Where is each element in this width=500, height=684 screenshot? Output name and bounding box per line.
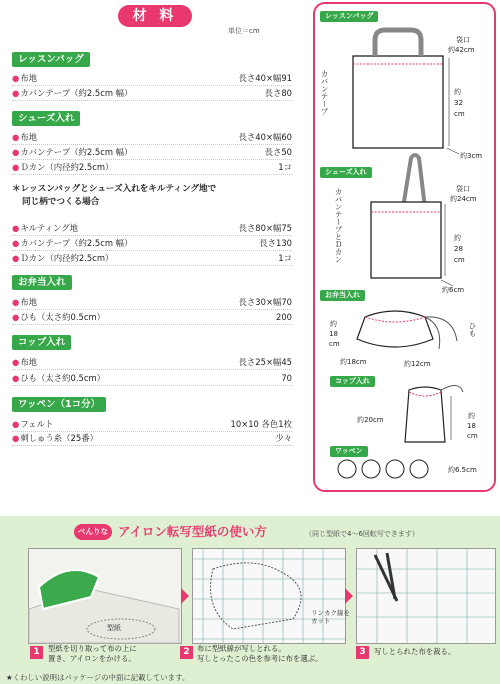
dim-bento-v3: cm <box>329 340 340 348</box>
dim-lesson-gusset: 約3cm <box>460 152 483 160</box>
item-value: 70 <box>281 373 292 383</box>
arrow-right-icon <box>345 588 353 604</box>
section-title-bento-bag: お弁当入れ <box>12 275 72 290</box>
list-item: ●Ｄカン（内径約2.5cm） 1コ <box>12 161 292 175</box>
dim-lesson-width: 約42cm <box>448 46 475 54</box>
list-item: ●刺しゅう糸（25番） 少々 <box>12 432 292 446</box>
item-name: Ｄカン（内径約2.5cm） <box>20 162 114 172</box>
step-text <box>374 647 455 657</box>
step-number: 2 <box>180 646 193 659</box>
list-item: ●布地 長さ30×幅70 <box>12 296 292 310</box>
item-name: カバンテープ（約2.5cm 幅） <box>20 147 133 157</box>
dim-bento-v1: 約 <box>330 320 337 328</box>
dim-cup-v1: 約 <box>468 412 475 420</box>
item-name: 布地 <box>20 297 38 307</box>
step-line: 写しとったこの色を参考に布を選ぶ。 <box>197 654 323 663</box>
item-value: 長さ80 <box>264 88 292 98</box>
dim-patch-size: 約6.5cm <box>448 466 477 474</box>
item-name: 布地 <box>20 132 38 142</box>
dim-shoes-h1: 約 <box>454 234 461 242</box>
usage-subtitle: （同じ型紙で4～6回転写できます） <box>305 530 419 538</box>
item-value: 長さ50 <box>264 147 292 157</box>
item-value: 長さ40×幅91 <box>238 73 292 83</box>
dim-cup-v2: 18 <box>467 422 476 430</box>
item-value: 少々 <box>275 433 292 443</box>
section-title-lesson-bag: レッスンバッグ <box>12 52 90 67</box>
item-value: 10×10 各色1枚 <box>230 419 292 429</box>
diagram-label-shoes-bag: シューズ入れ <box>320 167 372 178</box>
dim-cup-v3: cm <box>467 432 478 440</box>
dim-bento-depth: 約12cm <box>404 360 431 368</box>
dim-bento-width: 約18cm <box>340 358 367 366</box>
section-title-patch: ワッペン（1コ分） <box>12 397 106 412</box>
diagram-label-bento-bag: お弁当入れ <box>320 290 365 301</box>
footnote: ★くわしい説明はパッケージの中面に記載しています。 <box>6 673 190 682</box>
note-line-1: ＊レッスンバッグとシューズ入れをキルティング地で <box>12 184 217 194</box>
dim-bento-v2: 18 <box>329 330 338 338</box>
section-title-shoes-bag: シューズ入れ <box>12 111 80 126</box>
list-item: ●キルティング地 長さ80×幅75 <box>12 222 292 236</box>
dim-shoes-width: 約24cm <box>450 195 477 203</box>
list-item: ●Ｄカン（内径約2.5cm） 1コ <box>12 252 292 266</box>
page-title: 材 料 <box>118 5 192 27</box>
item-name: キルティング地 <box>20 223 79 233</box>
item-name: 布地 <box>20 357 38 367</box>
pattern-label: 型紙 <box>107 624 121 632</box>
item-value: 長さ25×幅45 <box>238 357 292 367</box>
list-item: ●フェルト 10×10 各色1枚 <box>12 418 292 432</box>
list-item: ●カバンテープ（約2.5cm 幅） 長さ50 <box>12 146 292 160</box>
step-photo-2 <box>192 548 346 644</box>
dim-lesson-mouth: 袋口 <box>456 36 470 44</box>
scissors-cut-illustration <box>357 549 495 643</box>
item-value: 長さ80×幅75 <box>238 223 292 233</box>
arrow-right-icon <box>181 588 189 604</box>
dim-lesson-h3: cm <box>454 110 465 118</box>
iron-illustration <box>29 549 181 643</box>
list-item: ●カバンテープ（約2.5cm 幅） 長さ130 <box>12 237 292 251</box>
list-item: ●布地 長さ25×幅45 <box>12 356 292 370</box>
step-photo-3 <box>311 548 496 644</box>
step-line: 型紙を切り取って布の上に <box>48 644 137 653</box>
section-title-cup-bag: コップ入れ <box>12 335 71 350</box>
item-name: 刺しゅう糸（25番） <box>20 433 98 443</box>
step-number: 3 <box>356 646 369 659</box>
item-value: 1コ <box>278 253 292 263</box>
dim-shoes-gusset: 約6cm <box>442 286 465 294</box>
item-name: フェルト <box>20 419 54 429</box>
usage-title: アイロン転写型紙の使い方 <box>118 524 267 539</box>
diagram-label-cup-bag: コップ入れ <box>330 376 375 387</box>
dim-shoes-h2: 28 <box>454 245 463 253</box>
step-line: 布に型紙線が写しとれる。 <box>197 644 286 653</box>
item-value: 200 <box>276 312 292 322</box>
item-value: 1コ <box>278 162 292 172</box>
item-name: ひも（太さ約0.5cm） <box>20 373 106 383</box>
dim-shoes-mouth: 袋口 <box>456 185 470 193</box>
item-value: 長さ130 <box>259 238 292 248</box>
item-name: カバンテープ（約2.5cm 幅） <box>20 88 133 98</box>
fabric-plaid-illustration <box>193 549 345 643</box>
step-line: 置き、アイロンをかける。 <box>48 654 136 663</box>
step-text <box>197 644 323 664</box>
unit-note: 単位＝cm <box>228 27 260 35</box>
item-name: 布地 <box>20 73 38 83</box>
outline-cut-label: リンカク線をカット <box>311 609 350 625</box>
list-item: ●ひも（太さ約0.5cm） 200 <box>12 311 292 325</box>
label-shoes-tape: カバンテープとＤカン <box>334 188 343 263</box>
list-item: ●カバンテープ（約2.5cm 幅） 長さ80 <box>12 87 292 101</box>
list-item: ●布地 長さ40×幅60 <box>12 131 292 145</box>
step-line: 写しとられた布を裁る。 <box>374 647 456 656</box>
diagram-label-lesson-bag: レッスンバッグ <box>320 11 378 22</box>
list-item: ●布地 長さ40×幅91 <box>12 72 292 86</box>
note-line-2: 同じ柄でつくる場合 <box>22 197 100 207</box>
dim-cup-width: 約20cm <box>357 416 384 424</box>
item-value: 長さ30×幅70 <box>238 297 292 307</box>
item-name: Ｄカン（内径約2.5cm） <box>20 253 114 263</box>
step-number: 1 <box>30 646 43 659</box>
diagram-label-patch: ワッペン <box>330 446 368 457</box>
label-lesson-tape: カバンテープ <box>320 70 329 115</box>
handy-badge: べんりな <box>74 524 112 540</box>
label-bento-himo: ひも <box>468 322 477 337</box>
item-name: カバンテープ（約2.5cm 幅） <box>20 238 133 248</box>
step-text <box>48 644 137 664</box>
dim-lesson-h2: 32 <box>454 99 463 107</box>
dim-lesson-h1: 約 <box>454 88 461 96</box>
dim-shoes-h3: cm <box>454 256 465 264</box>
step-photo-1 <box>28 548 182 644</box>
list-item: ●ひも（太さ約0.5cm） 70 <box>12 372 292 386</box>
item-name: ひも（太さ約0.5cm） <box>20 312 106 322</box>
item-value: 長さ40×幅60 <box>238 132 292 142</box>
